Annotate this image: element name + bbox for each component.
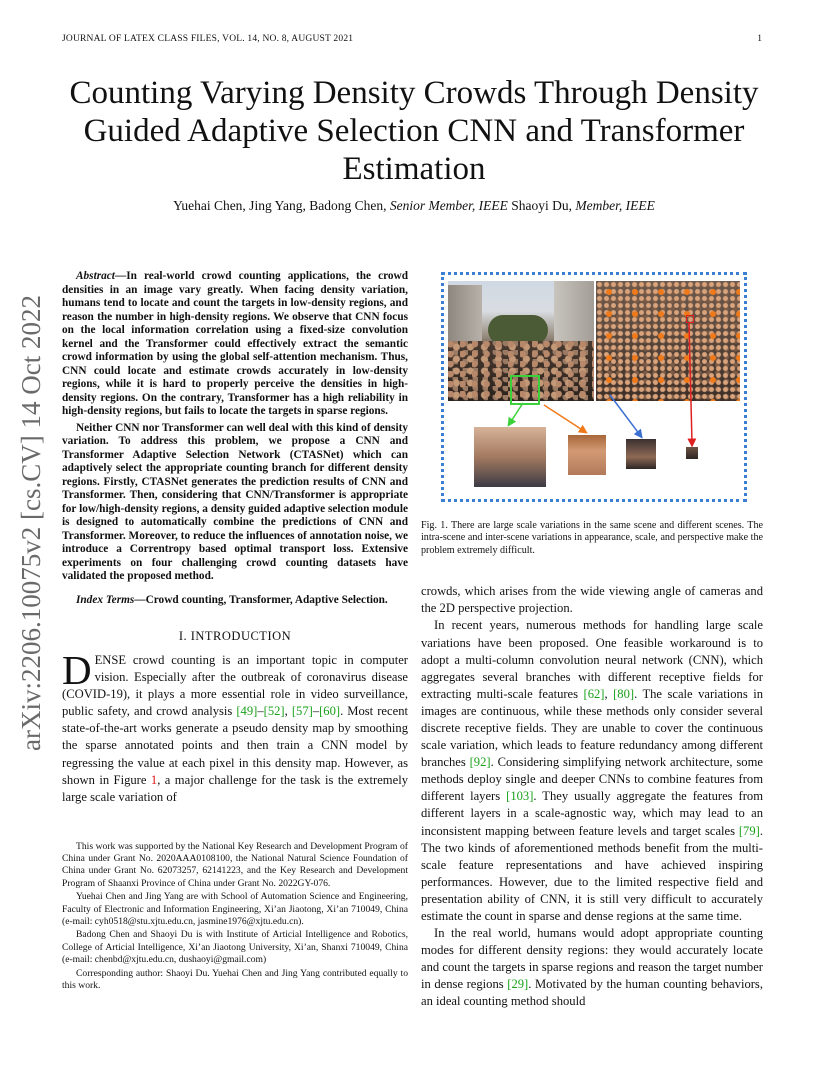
- citation-link[interactable]: [52]: [263, 704, 285, 719]
- intro-text: –: [257, 704, 264, 719]
- citation-link[interactable]: [29]: [507, 977, 529, 992]
- index-terms: [62, 594, 408, 608]
- right-column: [421, 270, 763, 1011]
- citation-link[interactable]: [103]: [506, 789, 534, 804]
- citation-link[interactable]: [92]: [469, 755, 491, 770]
- citation-link[interactable]: [57]: [291, 704, 313, 719]
- author-role-b: Member, IEEE: [575, 198, 655, 213]
- arxiv-stamp: arXiv:2206.10075v2 [cs.CV] 14 Oct 2022: [16, 295, 46, 751]
- body-text-span: In recent years, numerous methods for handling large scale variations have been proposed. One feasible workaround is to adopt a multi-column convolution neural network (CNN), which aggregates several branches with different receptive fields for extracting multi-scale features: [421, 618, 763, 701]
- abstract-text-1: —In real-world crowd counting applications, the crowd densities in an image vary greatly. When facing density variation, humans tend to locate and count the targets in low-density regions, and reason the number in high-density regions. We observe that CNN focus on the local information correlation using a fixed-size convolution kernel and the Transformer could effectively extract the semantic crowd information by using the global self-attention mechanism. Thus, CNN could locate and estimate crowds accurately in low-density regions, while it is hard to properly perceive the densities in high-density regions. On the contrary, Transformer has a high reliability in high-density regions, but fails to locate the targets in sparse regions.: [62, 270, 408, 417]
- body-text-span: . Considering simplifying network architecture, some methods deploy single and deeper CNNs to combine features from different layers: [421, 755, 763, 804]
- body-text-span: . The two kinds of aforementioned methods benefit from the multi-scale feature representations and have achieved inspiring performances. However, due to the limited respective field and presentation ability of CNN, it is still very difficult to accurately estimate the count in sparse and dense regions at the same time.: [421, 823, 763, 923]
- intro-text: , a major challenge for the task is the extremely large scale variation of: [62, 772, 408, 804]
- footnote-affiliation-2: Badong Chen and Shaoyi Du is with Institute of Articial Intelligence and Robotics, College of Articial Intelligence, Xi’an Jiaotong University, Xi’an, Shanxi 710049, China (e-mail: chenbd@xjtu.edu.cn, dushaoyi@gmail.com): [62, 929, 408, 965]
- thumbnail-large-face: [474, 427, 546, 487]
- body-text-span: ,: [604, 686, 614, 701]
- footnotes: [62, 841, 408, 993]
- footnote-funding: This work was supported by the National Key Research and Development Program of China under Grant No. 2020AAA0108100, the National Natural Science Foundation of China under Grant No. 62073257, 62141223, and the Key Research and Development Program of Shaanxi Province of China under Grant No. 2022GY-076.: [62, 841, 408, 889]
- blue-arrow: [610, 395, 640, 435]
- drop-cap: D: [62, 647, 92, 693]
- figure-ref-link[interactable]: 1: [150, 772, 158, 787]
- intro-text: ,: [284, 704, 292, 719]
- body-text-span: . Motivated by the human counting behaviors, an ideal counting method should: [421, 977, 763, 1009]
- intro-paragraph: [62, 647, 408, 806]
- figure-caption: Fig. 1. There are large scale variations in the same scene and different scenes. The intra-scene and inter-scene variations in appearance, scale, and perspective make the problem extremely difficult.: [421, 520, 763, 556]
- right-paragraph-2: [421, 617, 763, 925]
- footnote-affiliation-1: Yuehai Chen and Jing Yang are with School of Automation Science and Engineering, Faculty of Electronic and Information Engineering, Xi’an Jiaotong, Xi’an 710049, China (e-mail: cyh0518@stu.xjtu.edu.cn, jasmine1976@xjtu.edu.cn).: [62, 891, 408, 927]
- index-terms-text: —Crowd counting, Transformer, Adaptive Selection.: [134, 593, 388, 606]
- figure-1: [441, 272, 747, 502]
- orange-arrow: [544, 405, 584, 431]
- thumbnail-medium-face: [568, 435, 606, 475]
- intro-text: . Most recent state-of-the-art works generate a pseudo density map by smoothing the sparse annotated points and then train a CNN model by regressing the value at each pixel in this density map. However, as shown in Figure: [62, 704, 408, 787]
- paper-title: Counting Varying Density Crowds Through Density Guided Adaptive Selection CNN and Transformer Estimation: [69, 75, 759, 187]
- authors-group-a: Yuehai Chen, Jing Yang, Badong Chen,: [173, 198, 387, 213]
- author-role-a: Senior Member, IEEE: [389, 198, 508, 213]
- index-terms-lead: Index Terms: [76, 593, 135, 606]
- green-arrow: [510, 403, 523, 423]
- thumbnail-small-face: [626, 439, 656, 469]
- citation-link[interactable]: [80]: [613, 686, 635, 701]
- abstract-lead: Abstract: [76, 270, 115, 282]
- author-line: [62, 198, 766, 214]
- footnote-corresponding: Corresponding author: Shaoyi Du. Yuehai Chen and Jing Yang contributed equally to this work.: [62, 967, 408, 991]
- right-paragraph-3: [421, 925, 763, 1010]
- intro-text: –: [312, 704, 320, 719]
- citation-link[interactable]: [79]: [738, 823, 760, 838]
- red-arrow: [689, 323, 692, 443]
- citation-link[interactable]: [62]: [583, 686, 605, 701]
- citation-link[interactable]: [49]: [236, 704, 258, 719]
- body-text-span: In the real world, humans would adopt appropriate counting modes for different density regions: they would accurately locate and count the targets in sparse regions and reason the target number in dense regions: [421, 926, 763, 992]
- abstract-paragraph-1: [62, 270, 408, 419]
- thumbnail-tiny-face: [686, 447, 698, 459]
- page-number: 1: [757, 34, 762, 44]
- intro-text: ENSE crowd counting is an important topic in computer vision. Especially after the outbreak of coronavirus disease (COVID-19), it plays a more essential role in video surveillance, public safety, and crowd analysis: [62, 653, 408, 719]
- authors-group-b: Shaoyi Du,: [511, 198, 573, 213]
- citation-link[interactable]: [60]: [319, 704, 341, 719]
- abstract-paragraph-2: Neither CNN nor Transformer can well deal with this kind of density variation. To address this problem, we propose a CNN and Transformer Adaptive Selection Network (CTASNet) which can adaptively select the appropriate counting branch for different density regions. Firstly, CTASNet generates the prediction results of CNN and Transformer. Then, considering that CNN/Transformer is appropriate for low/high-density regions, a density guided adaptive selection module is designed to automatically combine the predictions of CNN and Transformer. Moreover, to reduce the influences of annotation noise, we introduce a Correntropy based optimal transport loss. Extensive experiments on four challenging crowd counting datasets have validated the proposed method.: [62, 421, 408, 582]
- body-text-span: . The scale variations in images are continuous, while these methods only consider several discrete receptive fields. They are unable to cover the continuous scale variation, which leads to feature redundancy among different branches: [421, 686, 763, 770]
- left-column: [62, 270, 408, 806]
- running-header: JOURNAL OF LATEX CLASS FILES, VOL. 14, NO. 8, AUGUST 2021: [62, 34, 354, 44]
- right-body-text: [421, 583, 763, 1010]
- right-paragraph-1: crowds, which arises from the wide viewing angle of cameras and the 2D perspective projection.: [421, 584, 763, 616]
- section-heading-introduction: I. INTRODUCTION: [178, 629, 292, 643]
- body-text-span: . They usually aggregate the features from different layers in a scale-agnostic way, which may lead to an inconsistent mapping between feature levels and target scales: [421, 789, 763, 838]
